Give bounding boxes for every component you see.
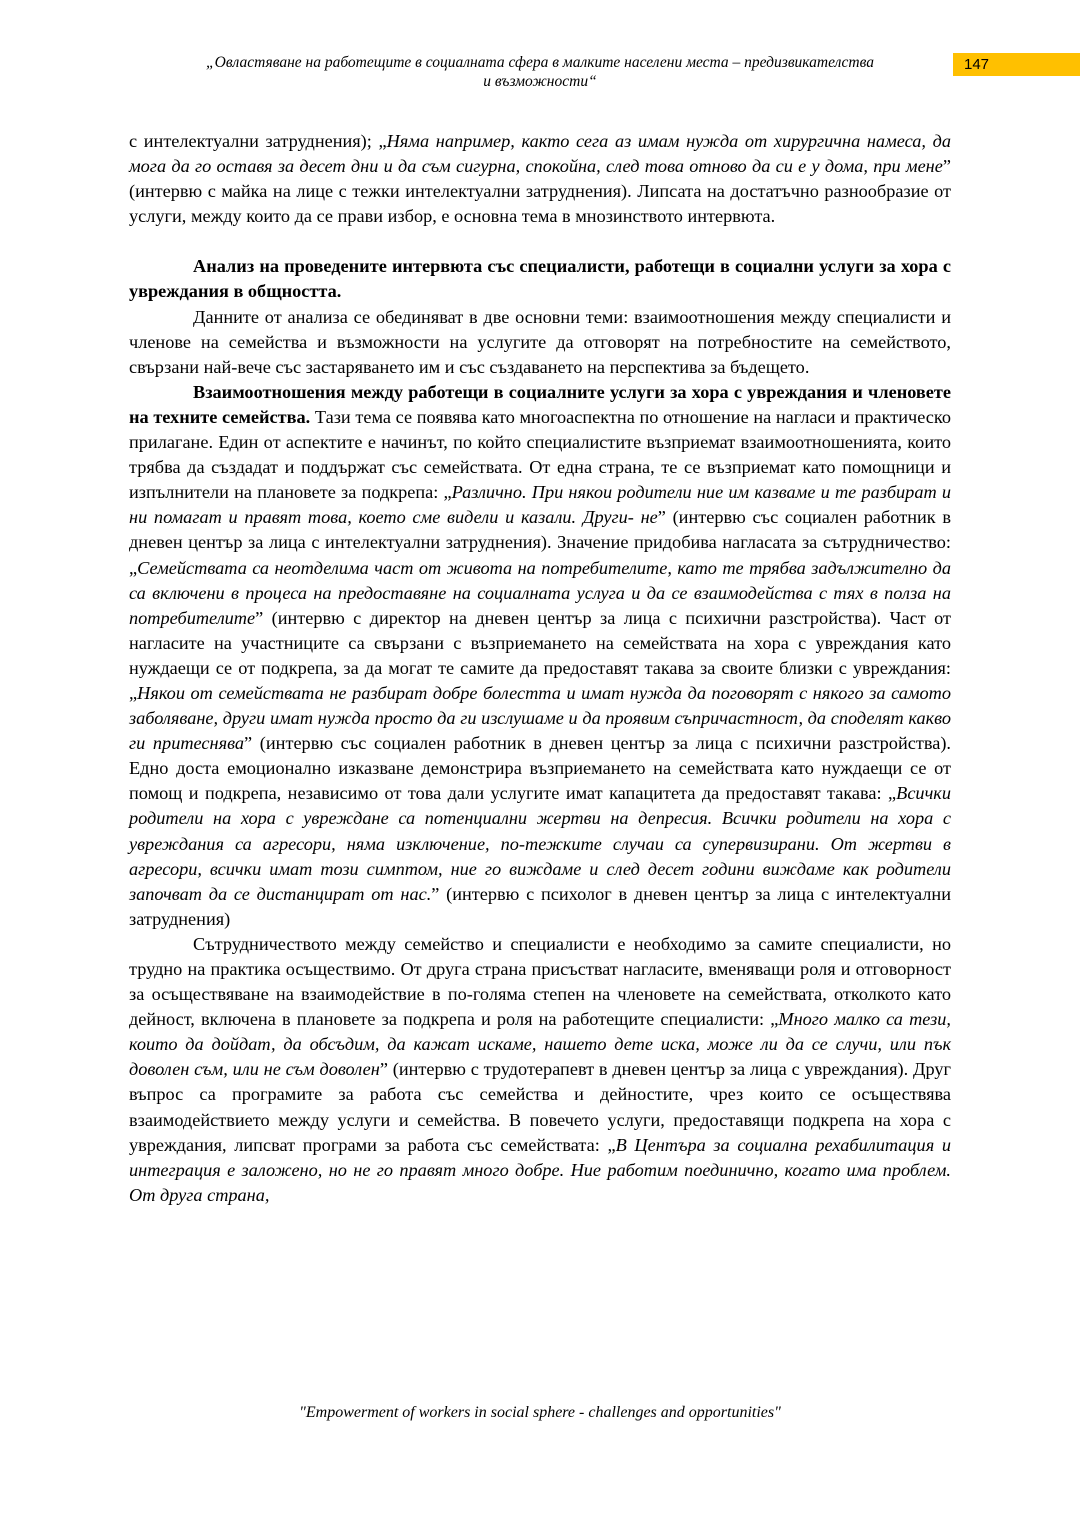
paragraph (129, 932, 951, 1208)
running-header-line-1: „Овластяване на работещите в социалната сфера в малките населени места – предизвикателства (206, 54, 874, 71)
text-run: Сътрудничеството между семейство и специалисти е необходимо за самите специалисти, но трудно на практика осъществимо. От друга страна присъстват нагласите, вменяващи роля и отговорност за осъществяване на взаимодействие в по-голяма степен на членовете на семействата, отколкото като дейност, включена в плановете за подкрепа и роля на работещите специалисти: „ (129, 933, 951, 1030)
text-run: ” (интервю с трудотерапевт в дневен център за лица с увреждания). Друг въпрос са програмите за работа със семейства и дейностите, чрез които се осъществява взаимодействието между услуги и семейства. В повечето услуги, предоставящи подкрепа на хора с увреждания, липсват програми за работа със семействата: „ (129, 1059, 952, 1155)
interview-quote: Много малко са тези, които да дойдат, да обсъдим, да кажат искаме, нашето дете иска, може ли да се случи, или пък доволен съм, или не съм доволен (129, 1009, 951, 1080)
text-run: с интелектуални затруднения); „ (129, 131, 387, 151)
section-heading: Анализ на проведените интервюта със специалисти, работещи в социални услуги за хора с увреждания в общността. (129, 256, 951, 302)
subsection-title: Взаимоотношения между работещи в социалните услуги за хора с увреждания и членовете на техните семейства. (129, 381, 951, 427)
interview-quote: Семействата са неотделима част от живота на потребителите, като те трябва задължително да са включени в процеса на предоставяне на социалната услуга и да се взаимодейства с тях в полза на потребителите (129, 557, 951, 628)
body-text (129, 129, 951, 1208)
text-run: ” (интервю със социален работник в дневен център за лица с психични разстройства). Едно доста емоционално изказване демонстрира възприемането на семействата като нуждаещи се от помощ и подкрепа, независимо от това дали услугите имат капацитета да предоставят такава: „ (129, 733, 951, 804)
paragraph: Данните от анализа се обединяват в две основни теми: взаимоотношения между специалисти и членове на семейства и възможности на услугите да отговорят на потребностите на семейството, свързани най-вече със застаряването им и със създаването на перспектива за бъдещето. (129, 306, 951, 377)
interview-quote: В Центъра за социална рехабилитация и интеграция е заложено, но не го правят много добре. Ние работим поединично, когато има проблем. От друга страна, (129, 1134, 951, 1205)
running-header-line-2: и възможности“ (483, 73, 597, 90)
interview-quote: Няма например, както сега аз имам нужда от хирургична намеса, да мога да го оставя за десет дни и да съм сигурна, спокойна, след това отново да си е у дома, при мене (129, 131, 951, 177)
page-number-badge (953, 53, 1080, 76)
interview-quote: Различно. При някои родители ние им казваме и те разбират и ни помагат и правят това, което сме видели и казали. Други- не (129, 482, 951, 528)
interview-quote: Всички родители на хора с увреждане са потенциални жертви на депресия. Всички родители на хора с увреждания са агресори, няма изключение, по-тежките случаи са супервизирани. От жертви в агресори, всички имат този симптом, ние го виждаме и след десет години виждаме как родители започват да се дистанцират от нас. (129, 783, 951, 904)
interview-quote: Някои от семействата не разбират добре болестта и имат нужда да поговорят с някого за самото заболяване, други имат нужда просто да ги изслушаме и да проявим съпричастност, да споделят какво ги притеснява (129, 682, 951, 754)
paragraph (129, 380, 951, 932)
paragraph-continued (129, 129, 951, 229)
text-run: ” (интервю с психолог в дневен център за лица с интелектуални затруднения) (129, 883, 951, 929)
text-run: ” (интервю с майка на лице с тежки интелектуални затруднения). Липсата на достатъчно разнообразие от услуги, между които да се прави избор, е основна тема в мнозинството интервюта. (129, 156, 951, 227)
page-number: 147 (964, 56, 990, 73)
text-run: ” (интервю със социален работник в дневен център за лица с интелектуални затруднения). Значение придобива нагласата за сътрудничество: „ (129, 507, 951, 578)
text-run: ” (интервю с директор на дневен център за лица с психични разстройства). Част от нагласите на участниците са свързани с възприемането на семействата на хора с увреждания като нуждаещи се от подкрепа, за да могат те самите да предоставят такава за своите близки с увреждания: „ (129, 607, 951, 703)
running-footer: "Empowerment of workers in social sphere - challenges and opportunities" (299, 1404, 781, 1421)
text-run: Тази тема се появява като многоаспектна по отношение на нагласи и практическо прилагане. Един от аспектите е начинът, по който специалистите възприемат взаимоотношенията, които трябва да създадат и поддържат със семействата. От една страна, те се възприемат като помощници и изпълнители на плановете за подкрепа: „ (129, 406, 951, 503)
running-header (140, 53, 940, 91)
